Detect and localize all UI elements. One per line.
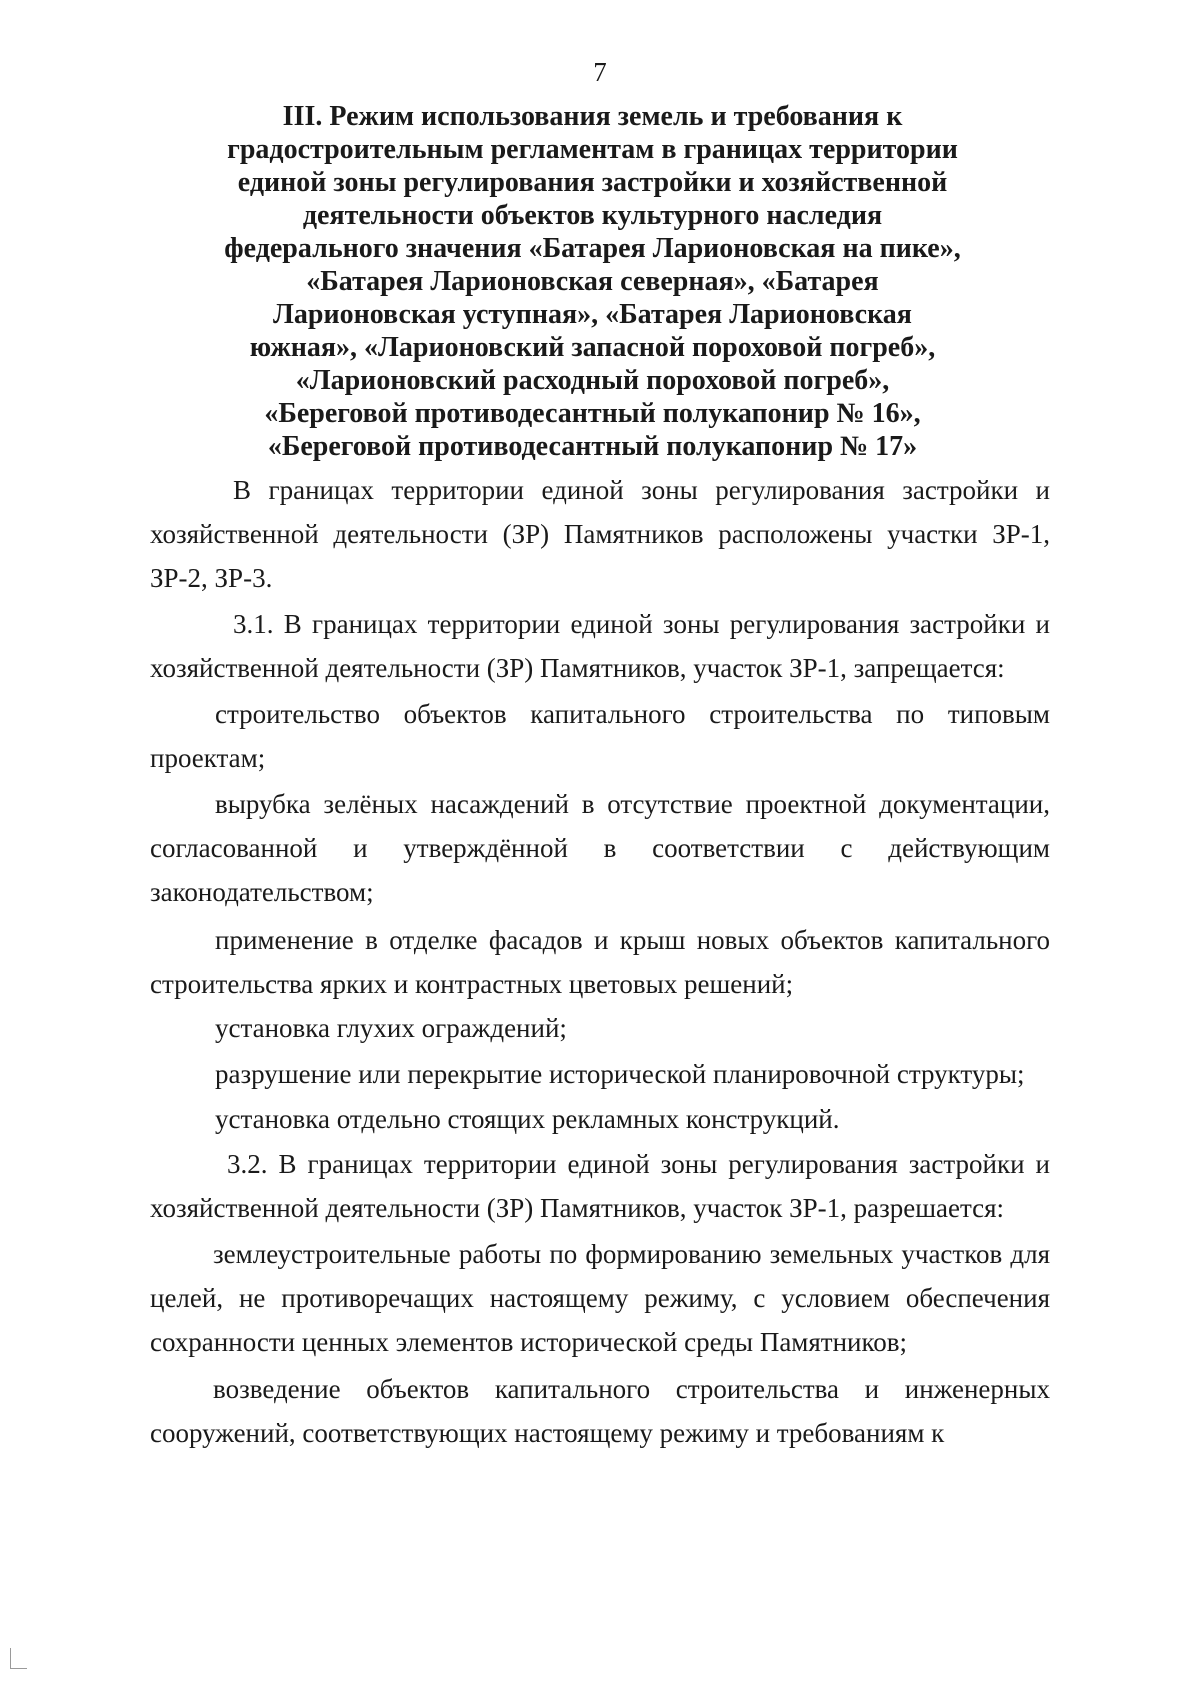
heading-line: единой зоны регулирования застройки и хозяйственной	[237, 167, 948, 198]
section-heading	[150, 100, 1035, 463]
scan-corner-mark	[10, 1648, 27, 1669]
intro-paragraph: В границах территории единой зоны регулирования застройки и хозяйственной деятельности (ЗР) Памятников расположены участки ЗР-1, ЗР-2, ЗР-3.	[150, 475, 1050, 593]
heading-line: деятельности объектов культурного наследия	[302, 200, 883, 231]
section-3-1-paragraph: 3.1. В границах территории единой зоны регулирования застройки и хозяйственной деятельности (ЗР) Памятников, участок ЗР-1, запрещается:	[150, 609, 1050, 683]
prohibition-item: установка отдельно стоящих рекламных конструкций.	[215, 1104, 840, 1134]
permission-item: возведение объектов капитального строительства и инженерных сооружений, соответствующих настоящему режиму и требованиям к	[150, 1374, 1050, 1448]
prohibition-item: установка глухих ограждений;	[215, 1013, 567, 1043]
prohibition-item: применение в отделке фасадов и крыш новых объектов капитального строительства ярких и контрастных цветовых решений;	[150, 925, 1050, 999]
heading-line: градостроительным регламентам в границах территории	[227, 134, 958, 165]
heading-line: «Ларионовский расходный пороховой погреб»,	[295, 365, 890, 396]
page-number: 7	[593, 57, 607, 87]
heading-line: III. Режим использования земель и требования к	[282, 101, 903, 132]
prohibition-item: разрушение или перекрытие исторической планировочной структуры;	[215, 1059, 1025, 1089]
heading-line: «Батарея Ларионовская северная», «Батарея	[306, 266, 879, 297]
heading-line: Ларионовская уступная», «Батарея Ларионовская	[273, 299, 912, 330]
section-3-2-paragraph: 3.2. В границах территории единой зоны регулирования застройки и хозяйственной деятельности (ЗР) Памятников, участок ЗР-1, разрешается:	[150, 1149, 1050, 1223]
permission-item: землеустроительные работы по формированию земельных участков для целей, не противоречащих настоящему режиму, с условием обеспечения сохранности ценных элементов исторической среды Памятников;	[150, 1239, 1050, 1357]
heading-line: «Береговой противодесантный полукапонир № 17»	[267, 431, 918, 462]
prohibition-item: вырубка зелёных насаждений в отсутствие проектной документации, согласованной и утверждённой в соответствии с действующим законодательством;	[150, 789, 1050, 907]
heading-line: «Береговой противодесантный полукапонир № 16»,	[264, 398, 921, 429]
heading-line: федерального значения «Батарея Ларионовская на пике»,	[224, 233, 961, 264]
heading-line: южная», «Ларионовский запасной пороховой погреб»,	[249, 332, 936, 363]
prohibition-item: строительство объектов капитального строительства по типовым проектам;	[150, 699, 1050, 773]
